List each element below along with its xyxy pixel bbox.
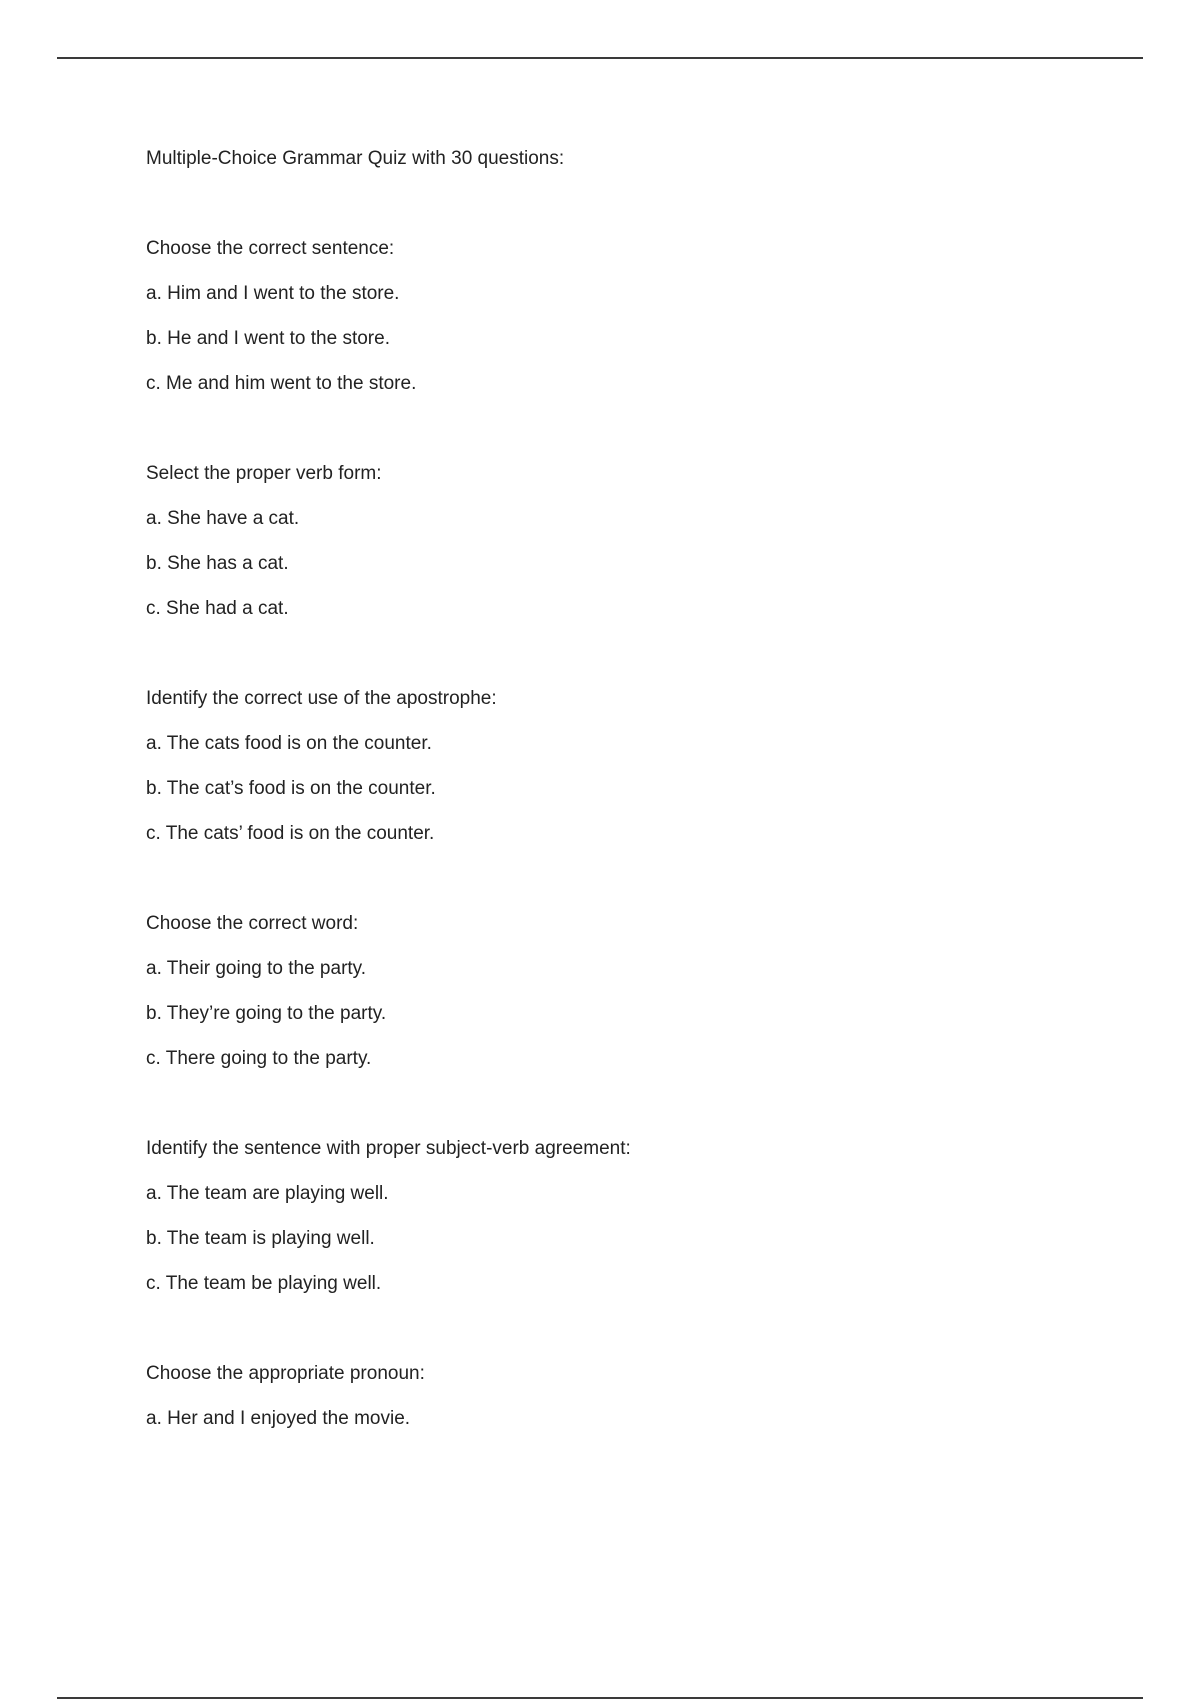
question-prompt: Choose the correct word: (146, 913, 359, 934)
question-4 (146, 911, 1106, 1072)
answer-option: b. The team is playing well. (146, 1228, 375, 1249)
answer-option: a. She have a cat. (146, 508, 300, 529)
answer-option: a. Their going to the party. (146, 958, 367, 979)
question-6 (146, 1361, 1106, 1432)
footer-rule (57, 1697, 1143, 1699)
question-1 (146, 236, 1106, 397)
answer-option: a. The team are playing well. (146, 1183, 389, 1204)
answer-option: c. Me and him went to the store. (146, 373, 417, 394)
question-prompt: Choose the correct sentence: (146, 238, 395, 259)
answer-option: c. She had a cat. (146, 598, 289, 619)
question-3 (146, 686, 1106, 847)
answer-option: a. Her and I enjoyed the movie. (146, 1408, 411, 1429)
question-prompt: Identify the correct use of the apostrophe: (146, 688, 497, 709)
quiz-intro: Multiple-Choice Grammar Quiz with 30 questions: (146, 148, 565, 169)
answer-option: a. The cats food is on the counter. (146, 733, 432, 754)
answer-option: b. They’re going to the party. (146, 1003, 387, 1024)
answer-option: b. The cat’s food is on the counter. (146, 778, 436, 799)
answer-option: b. She has a cat. (146, 553, 289, 574)
answer-option: a. Him and I went to the store. (146, 283, 400, 304)
answer-option: c. The team be playing well. (146, 1273, 382, 1294)
document-body (146, 146, 1106, 1432)
answer-option: c. The cats’ food is on the counter. (146, 823, 435, 844)
question-2 (146, 461, 1106, 622)
header-rule (57, 57, 1143, 59)
answer-option: b. He and I went to the store. (146, 328, 390, 349)
question-prompt: Identify the sentence with proper subject-verb agreement: (146, 1138, 631, 1159)
question-prompt: Choose the appropriate pronoun: (146, 1363, 425, 1384)
question-5 (146, 1136, 1106, 1297)
answer-option: c. There going to the party. (146, 1048, 372, 1069)
question-prompt: Select the proper verb form: (146, 463, 382, 484)
